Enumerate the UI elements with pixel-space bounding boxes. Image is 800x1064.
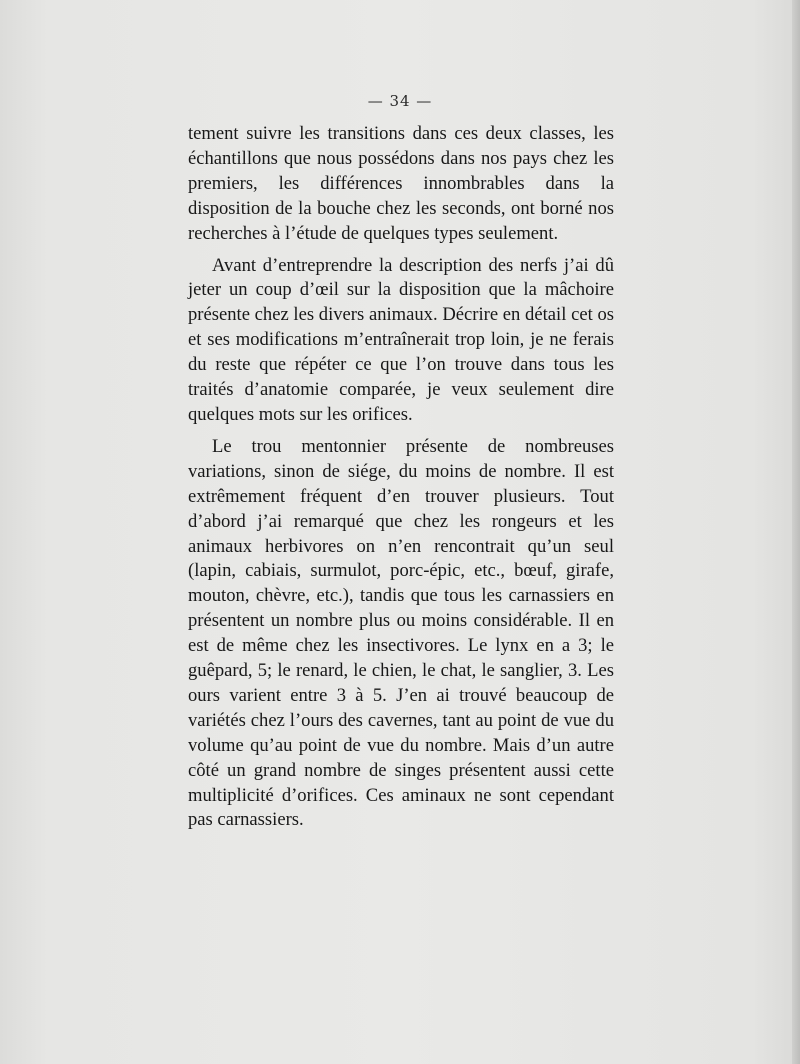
paragraph-nerves-description: Avant d’entreprendre la description des nerfs j’ai dû jeter un coup d’œil sur la disposition que la mâchoire présente chez les divers animaux. Décrire en détail cet os et ses modifications m’entraînerait trop loin, je ne ferais du reste que répéter ce que l’on trouve dans tous les traités d’anatomie comparée, je veux seulement dire quelques mots sur les orifices.	[188, 254, 614, 425]
page-edge-shadow	[792, 0, 800, 1064]
paragraph-mental-foramen: Le trou mentonnier présente de nombreuses variations, sinon de siége, du moins de nombre. Il est extrêmement fréquent d’en trouver plusieurs. Tout d’abord j’ai remarqué que chez les rongeurs et les animaux herbivores on n’en rencontrait qu’un seul (lapin, cabiais, surmulot, porc-épic, etc., bœuf, girafe, mouton, chèvre, etc.), tandis que tous les carnassiers en présentent un nombre plus ou moins considérable. Il en est de même chez les insectivores. Le lynx en a 3; le guêpard, 5; le renard, le chien, le chat, le sanglier, 3. Les ours varient entre 3 à 5. J’en ai trouvé beaucoup de variétés chez l’ours des cavernes, tant au point de vue du volume qu’au point de vue du nombre. Mais d’un autre côté un grand nombre de singes présentent aussi cette multiplicité d’orifices. Ces aminaux ne sont cependant pas carnassiers.	[188, 435, 614, 831]
paragraph-continuation: tement suivre les transitions dans ces deux classes, les échantillons que nous possédons dans nos pays chez les premiers, les différences innombrables dans la disposition de la bouche chez les seconds, ont borné nos recherches à l’étude de quelques types seulement.	[188, 123, 614, 244]
page-number: — 34 —	[367, 92, 433, 110]
body-text	[188, 122, 614, 833]
